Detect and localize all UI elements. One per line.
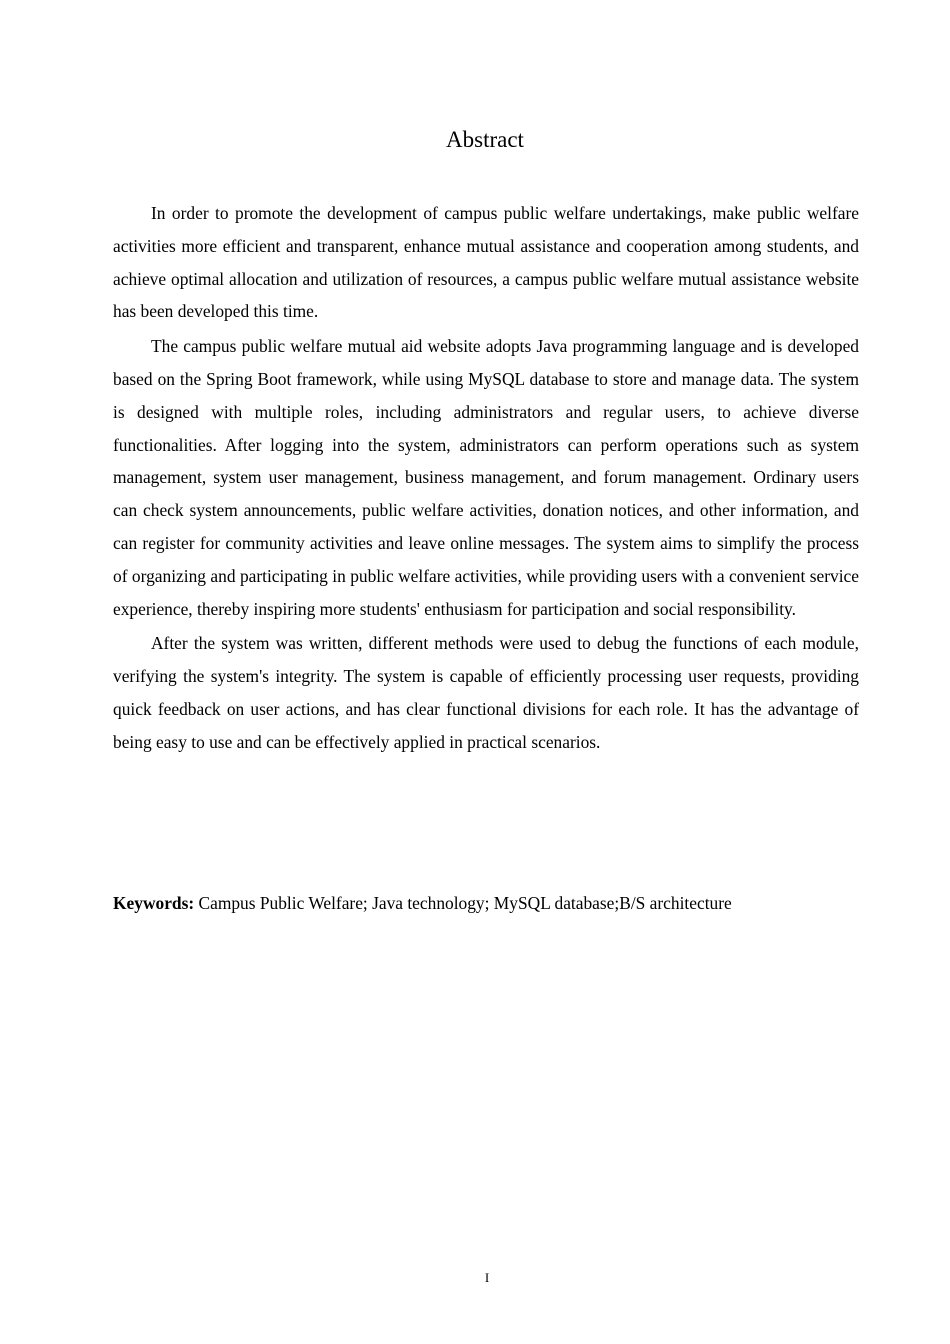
keywords-text: Campus Public Welfare; Java technology; MySQL database;B/S architecture bbox=[194, 893, 732, 913]
keywords-line bbox=[113, 887, 859, 919]
page-number: I bbox=[484, 1270, 490, 1285]
abstract-paragraph-1: In order to promote the development of campus public welfare undertakings, make public welfare activities more efficient and transparent, enhance mutual assistance and cooperation among students, and achieve optimal allocation and utilization of resources, a campus public welfare mutual assistance website has been developed this time. bbox=[113, 203, 859, 322]
abstract-paragraph-3: After the system was written, different methods were used to debug the functions of each module, verifying the system's integrity. The system is capable of efficiently processing user requests, providing quick feedback on user actions, and has clear functional divisions for each role. It has the advantage of being easy to use and can be effectively applied in practical scenarios. bbox=[113, 633, 859, 752]
abstract-paragraph-2: The campus public welfare mutual aid website adopts Java programming language and is developed based on the Spring Boot framework, while using MySQL database to store and manage data. The system is designed with multiple roles, including administrators and regular users, to achieve diverse functionalities. After logging into the system, administrators can perform operations such as system management, system user management, business management, and forum management. Ordinary users can check system announcements, public welfare activities, donation notices, and other information, and can register for community activities and leave online messages. The system aims to simplify the process of organizing and participating in public welfare activities, while providing users with a convenient service experience, thereby inspiring more students' enthusiasm for participation and social responsibility. bbox=[113, 336, 859, 619]
abstract-body bbox=[113, 197, 859, 761]
page-title: Abstract bbox=[446, 127, 524, 152]
keywords-label: Keywords: bbox=[113, 893, 195, 913]
